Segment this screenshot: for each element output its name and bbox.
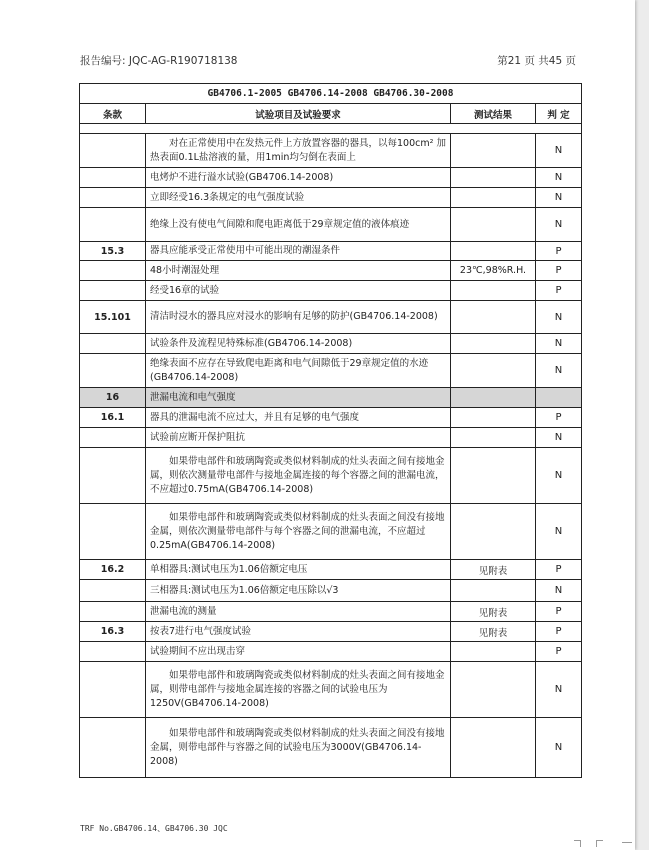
verdict-cell: N [536,580,582,602]
verdict-cell: N [536,662,582,718]
table-row [80,208,582,242]
table-row [80,662,582,718]
clause-cell [80,354,146,388]
clause-cell [80,208,146,242]
col-result: 测试结果 [451,104,536,124]
result-cell: 见附表 [451,602,536,622]
verdict-cell: P [536,560,582,580]
clause-cell: 16.1 [80,408,146,428]
table-row [80,580,582,602]
col-verdict: 判 定 [536,104,582,124]
result-cell [451,580,536,602]
verdict-cell: N [536,208,582,242]
clause-cell: 16.2 [80,560,146,580]
requirement-cell: 48小时潮湿处理 [146,261,451,281]
requirement-cell: 电烤炉不进行溢水试验(GB4706.14-2008) [146,168,451,188]
clause-cell [80,168,146,188]
verdict-cell: P [536,602,582,622]
table-row [80,408,582,428]
result-cell [451,334,536,354]
result-cell [451,504,536,560]
verdict-cell: N [536,428,582,448]
col-clause: 条款 [80,104,146,124]
verdict-cell: N [536,334,582,354]
clause-cell [80,718,146,778]
table-row [80,168,582,188]
requirement-cell: 如果带电部件和玻璃陶瓷或类似材料制成的灶头表面之间没有接地金属，则带电部件与容器之间的试验电压为3000V(GB4706.14-2008) [146,718,451,778]
clause-cell [80,448,146,504]
requirement-cell: 绝缘上没有使电气间隙和爬电距离低于29章规定值的液体痕迹 [146,208,451,242]
clause-cell: 15.101 [80,301,146,334]
verdict-cell: N [536,448,582,504]
requirement-cell: 泄漏电流和电气强度 [146,388,451,408]
verdict-cell [536,388,582,408]
table-row [80,261,582,281]
verdict-cell: N [536,188,582,208]
requirement-cell: 器具的泄漏电流不应过大，并且有足够的电气强度 [146,408,451,428]
crop-mark [622,842,632,849]
requirement-cell: 对在正常使用中在发热元件上方放置容器的器具，以每100cm² 加热表面0.1L盐溶液的量，用1min均匀倒在表面上 [146,134,451,168]
table-row [80,428,582,448]
table-row [80,504,582,560]
page-footer: TRF No.GB4706.14、GB4706.30 JQC [80,824,228,833]
clause-cell: 15.3 [80,242,146,261]
verdict-cell: N [536,301,582,334]
crop-mark [574,840,581,847]
requirement-cell: 三相器具:测试电压为1.06倍额定电压除以√3 [146,580,451,602]
verdict-cell: P [536,281,582,301]
standard-title: GB4706.1-2005 GB4706.14-2008 GB4706.30-2008 [80,84,582,104]
requirement-cell: 如果带电部件和玻璃陶瓷或类似材料制成的灶头表面之间有接地金属，则依次测量带电部件与接地金属连接的每个容器之间的泄漏电流，不应超过0.75mA(GB4706.14-2008) [146,448,451,504]
result-cell: 见附表 [451,560,536,580]
requirement-cell: 器具应能承受正常使用中可能出现的潮湿条件 [146,242,451,261]
column-headers [80,104,582,124]
result-cell [451,428,536,448]
table-row [80,560,582,580]
col-requirement: 试验项目及试验要求 [146,104,451,124]
page-header [80,53,576,67]
result-cell [451,388,536,408]
table-row [80,354,582,388]
result-cell [451,134,536,168]
table-row [80,188,582,208]
clause-cell [80,428,146,448]
clause-cell [80,642,146,662]
requirement-cell: 立即经受16.3条规定的电气强度试验 [146,188,451,208]
table-row [80,448,582,504]
table-row [80,642,582,662]
table-row [80,602,582,622]
crop-mark [596,840,603,847]
clause-cell [80,662,146,718]
requirement-cell: 清洁时浸水的器具应对浸水的影响有足够的防护(GB4706.14-2008) [146,301,451,334]
table-row [80,718,582,778]
verdict-cell: P [536,408,582,428]
verdict-cell: N [536,504,582,560]
result-cell [451,208,536,242]
table-row [80,242,582,261]
requirement-cell: 按表7进行电气强度试验 [146,622,451,642]
clause-cell [80,334,146,354]
verdict-cell: P [536,642,582,662]
result-cell [451,188,536,208]
verdict-cell: N [536,354,582,388]
result-cell [451,662,536,718]
result-cell [451,354,536,388]
table-spacer [80,124,582,134]
requirement-cell: 如果带电部件和玻璃陶瓷或类似材料制成的灶头表面之间有接地金属，则带电部件与接地金属连接的容器之间的试验电压为1250V(GB4706.14-2008) [146,662,451,718]
requirement-cell: 单相器具:测试电压为1.06倍额定电压 [146,560,451,580]
clause-cell [80,580,146,602]
page-indicator: 第21 页 共45 页 [497,55,576,67]
result-cell [451,281,536,301]
table-row [80,334,582,354]
requirement-cell: 试验前应断开保护阻抗 [146,428,451,448]
requirement-cell: 如果带电部件和玻璃陶瓷或类似材料制成的灶头表面之间没有接地金属，则依次测量带电部件与每个容器之间的泄漏电流，不应超过0.25mA(GB4706.14-2008) [146,504,451,560]
result-cell [451,718,536,778]
table-row [80,301,582,334]
verdict-cell: N [536,168,582,188]
verdict-cell: P [536,261,582,281]
result-cell [451,448,536,504]
requirement-cell: 泄漏电流的测量 [146,602,451,622]
table-row [80,281,582,301]
clause-cell [80,261,146,281]
clause-cell: 16 [80,388,146,408]
clause-cell [80,504,146,560]
result-cell [451,168,536,188]
clause-cell [80,281,146,301]
table-row [80,622,582,642]
test-results-table [79,83,582,778]
verdict-cell: N [536,134,582,168]
result-cell [451,408,536,428]
clause-cell [80,134,146,168]
verdict-cell: N [536,718,582,778]
requirement-cell: 绝缘表面不应存在导致爬电距离和电气间隙低于29章规定值的水迹(GB4706.14-2008) [146,354,451,388]
requirement-cell: 试验期间不应出现击穿 [146,642,451,662]
clause-cell: 16.3 [80,622,146,642]
verdict-cell: P [536,242,582,261]
report-number: 报告编号: JQC-AG-R190718138 [80,55,238,67]
requirement-cell: 试验条件及流程见特殊标准(GB4706.14-2008) [146,334,451,354]
result-cell: 见附表 [451,622,536,642]
clause-cell [80,188,146,208]
table-row-section [80,388,582,408]
result-cell [451,642,536,662]
clause-cell [80,602,146,622]
requirement-cell: 经受16章的试验 [146,281,451,301]
result-cell: 23℃,98%R.H. [451,261,536,281]
result-cell [451,242,536,261]
table-row [80,134,582,168]
verdict-cell: P [536,622,582,642]
result-cell [451,301,536,334]
